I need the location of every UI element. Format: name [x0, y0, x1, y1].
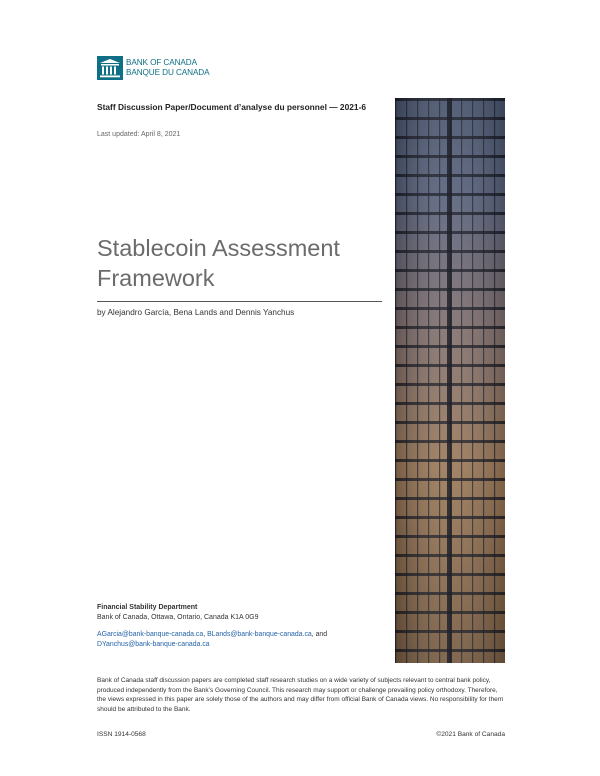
page-title [97, 234, 382, 293]
bank-building-icon [97, 56, 123, 80]
disclaimer-text: Bank of Canada staff discussion papers are completed staff research studies on a wide variety of subjects relevant to central bank policy, produced independently from the Bank’s Governing Council. This research may support or challenge prevailing policy orthodoxy. Therefore, the views expressed in this paper are solely those of the authors and may differ from official Bank of Canada views. No responsibility for them should be attributed to the Bank. [97, 677, 504, 714]
bank-logo [97, 56, 217, 82]
logo-line-english: BANK OF CANADA [126, 58, 197, 67]
email-separator: , [203, 631, 208, 638]
issn-number: ISSN 1914-0568 [97, 731, 146, 738]
building-atrium-photo [395, 98, 505, 663]
email-link-yanchus[interactable]: DYanchus@bank-banque-canada.ca [97, 641, 210, 648]
copyright-notice: ©2021 Bank of Canada [436, 731, 505, 738]
department-name: Financial Stability Department [97, 604, 198, 611]
email-link-garcia[interactable]: AGarcia@bank-banque-canada.ca [97, 631, 204, 638]
title-line-2: Framework [97, 264, 215, 291]
series-heading: Staff Discussion Paper/Document d’analyse du personnel — 2021-6 [97, 102, 367, 112]
email-separator-and: , and [311, 631, 328, 638]
department-info [97, 603, 382, 623]
authors-byline: by Alejandro García, Bena Lands and Dennis Yanchus [97, 308, 295, 317]
email-link-lands[interactable]: BLands@bank-banque-canada.ca [207, 631, 312, 638]
title-line-1: Stablecoin Assessment [97, 235, 340, 261]
logo-line-french: BANQUE DU CANADA [126, 68, 210, 77]
last-updated: Last updated: April 8, 2021 [97, 131, 181, 138]
title-divider [97, 301, 382, 302]
author-emails [97, 630, 387, 650]
department-address: Bank of Canada, Ottawa, Ontario, Canada K1A 0G9 [97, 614, 259, 621]
